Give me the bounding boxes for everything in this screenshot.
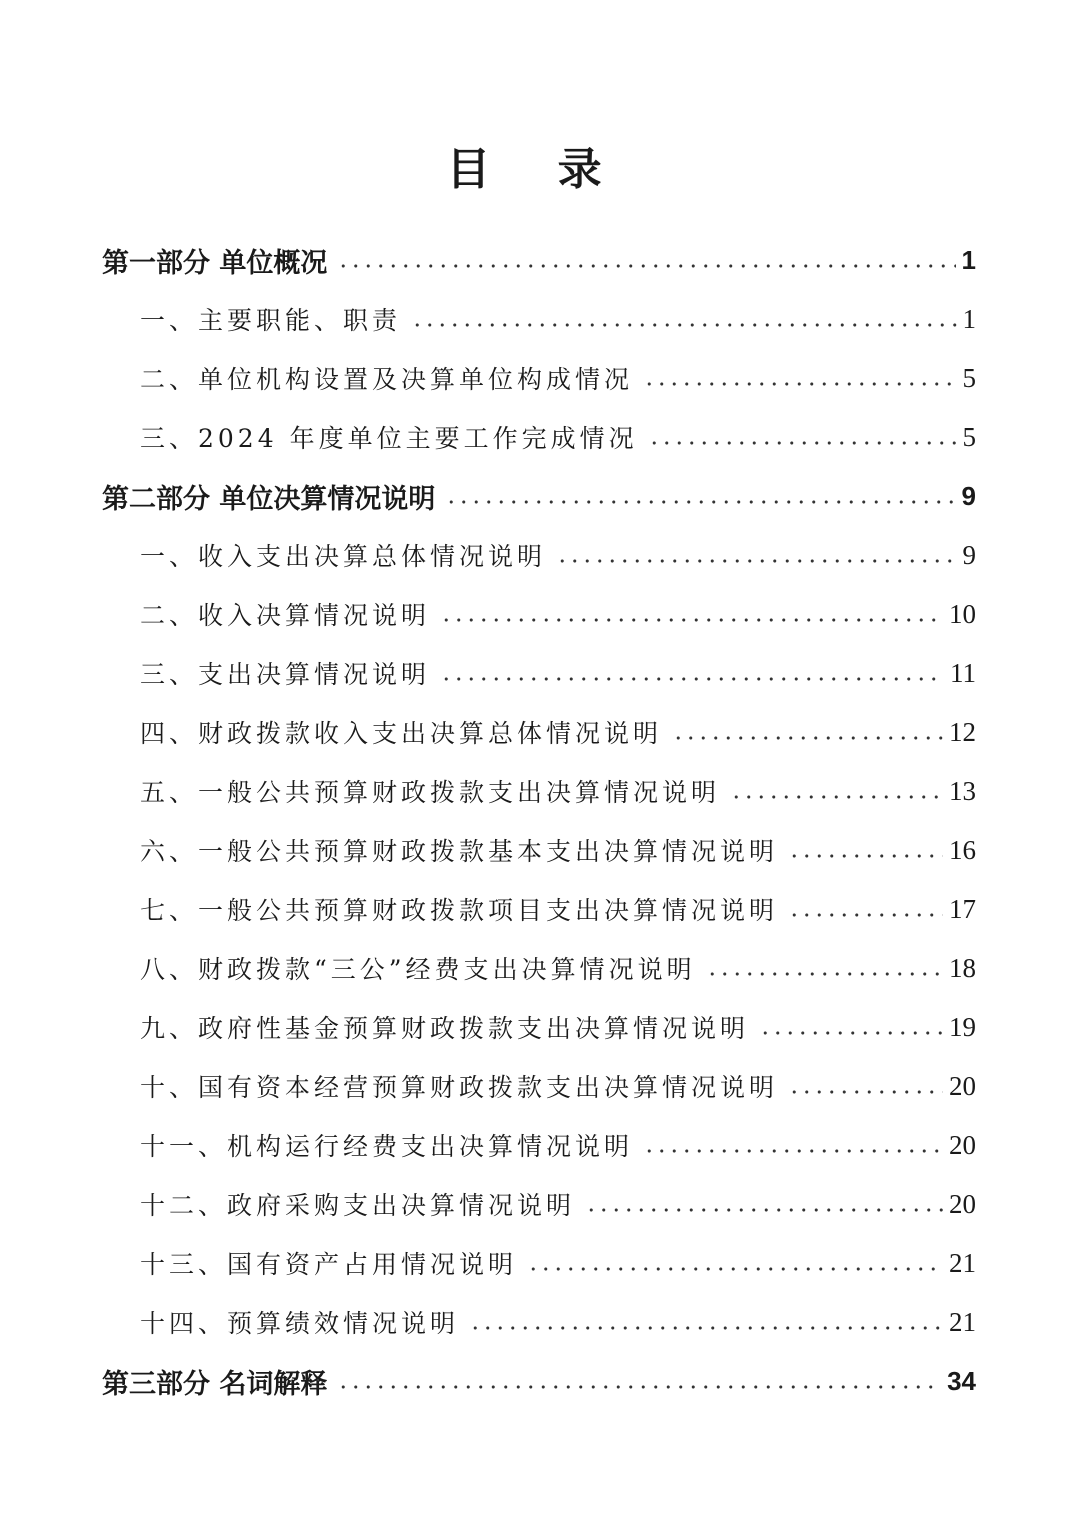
toc-entry-label: 十三、国有资产占用情况说明 (140, 1250, 518, 1279)
toc-entry-section[interactable] (140, 1066, 976, 1106)
toc-entry-section[interactable] (140, 771, 976, 811)
toc-entry-label: 三、支出决算情况说明 (140, 660, 431, 689)
toc-leader-dots (440, 677, 944, 681)
toc-entry-page: 21 (949, 1306, 976, 1337)
toc-entry-page: 20 (949, 1070, 976, 1101)
toc-leader-dots (440, 618, 943, 622)
toc-entry-section[interactable] (140, 948, 976, 988)
toc-entry-label: 八、财政拨款“三公”经费支出决算情况说明 (140, 955, 696, 984)
toc-entry-page: 18 (949, 952, 976, 983)
toc-entry-label: 四、财政拨款收入支出决算总体情况说明 (140, 719, 663, 748)
toc-entry-label: 三、2024 年度单位主要工作完成情况 (140, 424, 638, 453)
toc-entry-page: 9 (962, 539, 976, 570)
toc-leader-dots (643, 1149, 943, 1153)
toc-entry-section[interactable] (140, 358, 976, 398)
toc-entry-section[interactable] (140, 594, 976, 634)
toc-entry-label: 第三部分 名词解释 (102, 1368, 328, 1400)
toc-entry-page: 9 (961, 480, 976, 511)
toc-leader-dots (469, 1326, 943, 1330)
toc-entry-section[interactable] (140, 417, 976, 457)
toc-entry-page: 34 (947, 1365, 976, 1396)
toc-entry-label: 一、主要职能、职责 (140, 306, 402, 335)
toc-entry-part-2[interactable] (102, 476, 976, 516)
toc-entry-page: 19 (949, 1011, 976, 1042)
toc-entry-page: 20 (949, 1129, 976, 1160)
toc-entry-label: 六、一般公共预算财政拨款基本支出决算情况说明 (140, 837, 779, 866)
toc-entry-label: 一、收入支出决算总体情况说明 (140, 542, 547, 571)
toc-leader-dots (585, 1208, 943, 1212)
toc-entry-label: 二、单位机构设置及决算单位构成情况 (140, 365, 634, 394)
toc-entry-section[interactable] (140, 889, 976, 929)
toc-entry-section[interactable] (140, 1243, 976, 1283)
toc-entry-section[interactable] (140, 1007, 976, 1047)
toc-leader-dots (556, 559, 956, 563)
toc-entry-section[interactable] (140, 1125, 976, 1165)
toc-entry-page: 10 (949, 598, 976, 629)
toc-entry-page: 11 (950, 657, 976, 688)
toc-entry-label: 第一部分 单位概况 (102, 247, 328, 279)
toc-entry-label: 十二、政府采购支出决算情况说明 (140, 1191, 576, 1220)
toc-leader-dots (706, 972, 943, 976)
toc-entry-page: 20 (949, 1188, 976, 1219)
toc-entry-section[interactable] (140, 299, 976, 339)
toc-entry-section[interactable] (140, 1302, 976, 1342)
toc-entry-section[interactable] (140, 653, 976, 693)
toc-leader-dots (527, 1267, 943, 1271)
toc-entry-page: 5 (962, 421, 976, 452)
toc-entry-section[interactable] (140, 1184, 976, 1224)
toc-entry-page: 21 (949, 1247, 976, 1278)
toc-entry-page: 5 (962, 362, 976, 393)
toc-leader-dots (445, 500, 955, 504)
toc-entry-label: 九、政府性基金预算财政拨款支出决算情况说明 (140, 1014, 750, 1043)
toc-entry-page: 17 (949, 893, 976, 924)
toc-leader-dots (730, 795, 943, 799)
toc-leader-dots (788, 854, 943, 858)
toc-entry-page: 16 (949, 834, 976, 865)
toc-entry-page: 1 (962, 303, 976, 334)
toc-leader-dots (788, 913, 943, 917)
toc-leader-dots (788, 1090, 943, 1094)
toc-entry-part-1[interactable] (102, 240, 976, 280)
toc-entry-page: 13 (949, 775, 976, 806)
toc-entry-label: 五、一般公共预算财政拨款支出决算情况说明 (140, 778, 721, 807)
toc-entry-label: 十、国有资本经营预算财政拨款支出决算情况说明 (140, 1073, 779, 1102)
toc-entry-label: 七、一般公共预算财政拨款项目支出决算情况说明 (140, 896, 779, 925)
toc-leader-dots (672, 736, 943, 740)
toc-entry-page: 1 (961, 244, 976, 275)
toc-entry-section[interactable] (140, 830, 976, 870)
page-title: 目 录 (446, 144, 628, 195)
toc-leader-dots (643, 382, 956, 386)
toc-leader-dots (337, 264, 955, 268)
toc-entry-part-3[interactable] (102, 1361, 976, 1401)
toc-leader-dots (337, 1385, 941, 1389)
toc-entry-label: 第二部分 单位决算情况说明 (102, 483, 436, 515)
toc-entry-label: 十四、预算绩效情况说明 (140, 1309, 460, 1338)
toc-entry-label: 十一、机构运行经费支出决算情况说明 (140, 1132, 634, 1161)
toc-entry-section[interactable] (140, 535, 976, 575)
toc-entry-section[interactable] (140, 712, 976, 752)
toc-leader-dots (759, 1031, 943, 1035)
toc-leader-dots (411, 323, 956, 327)
toc-entry-label: 二、收入决算情况说明 (140, 601, 431, 630)
toc-leader-dots (648, 441, 957, 445)
toc-entry-page: 12 (949, 716, 976, 747)
